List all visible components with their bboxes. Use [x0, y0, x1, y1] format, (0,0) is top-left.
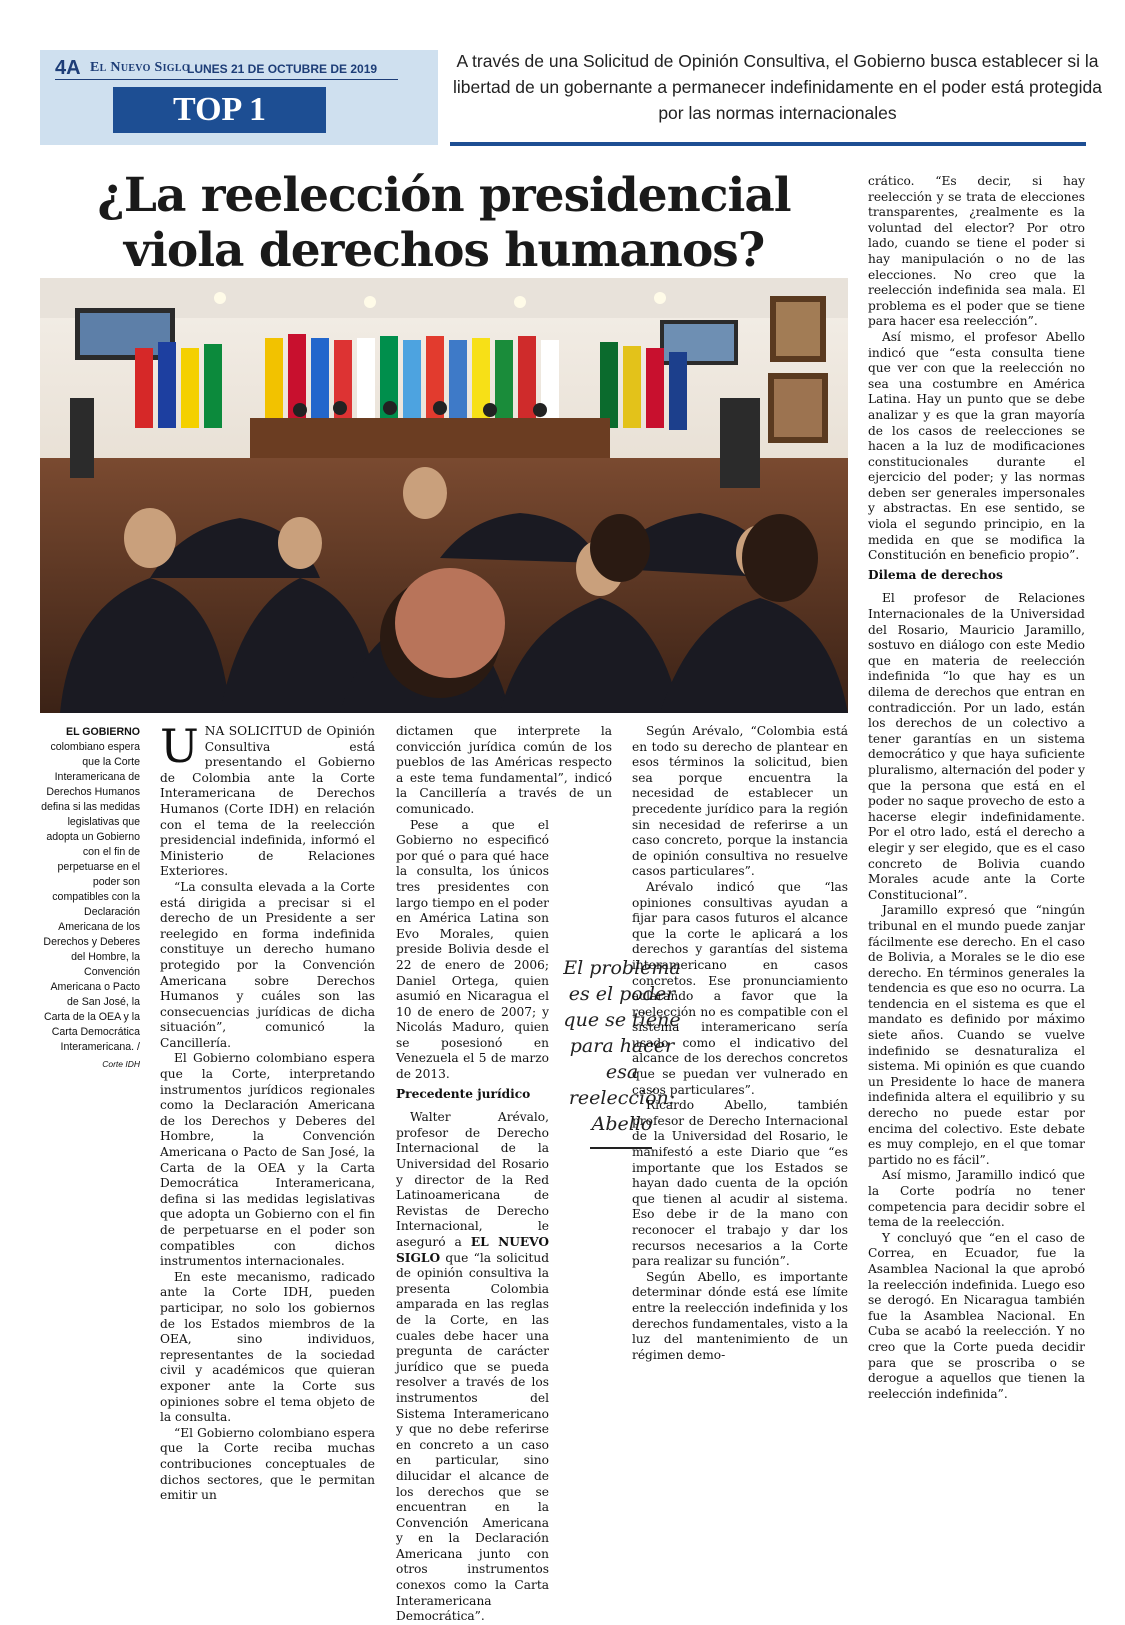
drop-cap: U	[160, 719, 199, 773]
paragraph: Así mismo, el profesor Abello indicó que “esta consulta tiene que ver con que la reelección no sea una costumbre en América Latina. Hay un punto que se debe analizar y es que la gran mayoría de los casos de reelecciones se hacen a la luz de modificaciones constitucionales durante el ejercicio del poder; y las normas deben ser generales impersonales y abstractas. En ese sentido, se viola el segundo principio, en la medida en que se modifica la Constitución en beneficio propio”.	[868, 329, 1085, 563]
article-column-2	[396, 724, 612, 1625]
pull-quote: El problema es el poder que se tiene para hacer esa reelección: Abello	[563, 957, 681, 1135]
paragraph-text: que “la solicitud de opinión consultiva la presenta Colombia amparada en las reglas de la Corte, en las cuales debe hacer una pregunta de carácter jurídico que se pueda resolver a través de los instrumentos del Sistema Interamericano y que no debe referirse en concreto a un caso en particular, sino dilucidar el alcance de los derechos que se encuentran en la Convención Americana y en la Declaración Americana junto con otros instrumentos conexos como la Carta Interamericana Democrática”.	[396, 1250, 549, 1624]
paragraph: El profesor de Relaciones Internacionales de la Universidad del Rosario, Mauricio Jaramillo, sostuvo en diálogo con este Medio que en materia de reelección indefinida “lo que hay es un dilema de derechos que entran en contradicción. Por un lado, están los derechos de un colectivo a tener garantías en un sistema democrático y que haya suficiente pluralismo, alternación del poder y que la persona que está en el poder no saque provecho de esto a hacerse elegir indefinidamente. Por el otro lado, está el derecho a elegir y ser elegido, que es el caso concreto de Bolivia cuando Morales acude ante la Corte Constitucional”.	[868, 591, 1085, 902]
paragraph: Y concluyó que “en el caso de Correa, en Ecuador, fue la Asamblea Nacional la que aprobó la reelección indefinida. Luego eso se derogó. En Nicaragua también fue la Asamblea Nacional. En Cuba se acabó la reelección. Y no creo que la Corte pueda decidir para que se proscriba o se derogue a aquellos que tienen la reelección indefinida”.	[868, 1230, 1085, 1401]
newspaper-name: El Nuevo Siglo	[90, 60, 190, 75]
paragraph	[396, 1110, 549, 1625]
paragraph: En este mecanismo, radicado ante la Corte IDH, pueden participar, no solo los gobiernos de los Estados miembros de la OEA, sino individuos, representantes de la sociedad civil y académicos que quieran exponer ante la Corte sus opiniones sobre el tema objeto de la consulta.	[160, 1269, 375, 1425]
paragraph-text: Walter Arévalo, profesor de Derecho Internacional de la Universidad del Rosario y director de la Red Latinoamericana de Revistas de Derecho Internacional, le aseguró a	[396, 1110, 549, 1249]
subhead: Dilema de derechos	[868, 567, 1003, 582]
paragraph: El Gobierno colombiano espera que la Corte, interpretando instrumentos jurídicos regionales como la Declaración Americana de los Derechos y Deberes del Hombre, la Convención Americana o Pacto de San José, la Carta de la OEA y la Carta Democrática Interamericana, defina si las medidas legislativas que adopta un Gobierno con el fin de perpetuarse en el poder son compatibles con dichos instrumentos internacionales.	[160, 1051, 375, 1269]
paragraph: dictamen que interprete la convicción jurídica común de los pueblos de las Américas respecto a este tema fundamental”, indicó la Cancillería a través de un comunicado.	[396, 724, 612, 816]
paragraph: Arévalo indicó que “las opiniones consultivas ayudan a fijar para casos futuros el alcance que la corte le aplicará a los derechos y garantías del sistema interamericano en casos concretos. Ese pronunciamiento aclarando a favor que la reelección no es compatible con el sistema interamericano sería usado como el indicativo del alcance de los derechos concretos que se puedan ver vulnerado en casos particulares”.	[632, 879, 848, 1097]
article-dek: A través de una Solicitud de Opinión Consultiva, el Gobierno busca establecer si la libertad de un gobernante a permanecer indefinidamente en el poder está protegida por las normas internacionales	[453, 51, 1102, 123]
paragraph: Jaramillo expresó que “ningún tribunal en el mundo puede zanjar fácilmente ese derecho. En el caso de Bolivia, a Morales se le dio ese derecho. En términos generales la tendencia es que eso no ocurra. La tendencia en el sistema es que el mandato es definido por máximo siete años. Cuando se vuelve indefinido se desnaturaliza el sistema. Mi opinión es que cuando un Presidente lo hace de manera indefinida altera el equilibrio y su derecho no puede estar por encima del colectivo. Este debate es muy complejo, en el que tomar partido no es fácil”.	[868, 903, 1085, 1167]
newspaper-mention: EL NUEVO SIGLO	[396, 1235, 549, 1265]
paragraph: Pese a que el Gobierno no especificó por qué o para qué hace la consulta, los únicos tres presidentes con largo tiempo en el poder en América Latina son Evo Morales, quien preside Bolivia desde el 22 de enero de 2006; Daniel Ortega, quien asumió en Nicaragua el 10 de enero de 2007; y Nicolás Maduro, quien se posesionó en Venezuela el 5 de marzo de 2013.	[396, 817, 549, 1082]
court-hearing-photo	[40, 278, 848, 713]
publication-date: LUNES 21 DE OCTUBRE DE 2019	[187, 62, 378, 76]
section-label: TOP 1	[113, 87, 326, 133]
paragraph: “El Gobierno colombiano espera que la Corte reciba muchas contribuciones conceptuales de dichos sectores, que le permitan emitir un	[160, 1425, 375, 1503]
dek-underline	[450, 142, 1086, 146]
photo-caption	[40, 725, 140, 1072]
page-number: 4A	[55, 57, 81, 79]
paragraph: Según Arévalo, “Colombia está en todo su derecho de plantear en esos términos la solicitud, bien sea porque encuentra la necesidad de establecer un precedente jurídico para la región sin necesidad de referirse a un caso concreto, porque la instancia de opinión consultiva no resuelve casos particulares”.	[632, 724, 848, 879]
photo-credit: Corte IDH	[102, 1059, 140, 1069]
header-divider	[55, 79, 398, 80]
headline: ¿La reelección presidencial viola derechos humanos?	[97, 168, 791, 278]
article-column-3	[632, 724, 848, 1363]
caption-lead: EL GOBIERNO	[66, 726, 140, 738]
paragraph: Ricardo Abello, también profesor de Derecho Internacional de la Universidad del Rosario, le manifestó a este Diario que “es importante que los Estados se hayan dado cuenta de la opción que tienen al acudir al sistema. Eso debe ir de la mano con reconocer el trabajo y dar los recursos necesarios a la Corte para realizar su función”.	[632, 1098, 848, 1269]
lead-paragraph	[160, 719, 375, 880]
caption-text: colombiano espera que la Corte Interamericana de Derechos Humanos defina si las medidas legislativas que adopta un Gobierno con el fin de perpetuarse en el poder son compatibles con la Declaración Americana de los Derechos y Deberes del Hombre, la Convención Americana o Pacto de San José, la Carta de la OEA y la Carta Democrática Interamericana. /	[41, 741, 140, 1053]
article-column-4	[868, 174, 1085, 1402]
lead-smallcaps: NA SOLICITUD	[204, 724, 303, 738]
paragraph: Según Abello, es importante determinar dónde está ese límite entre la reelección indefinida y los derechos fundamentales, visto a la luz del mantenimiento de un régimen demo-	[632, 1269, 848, 1362]
paragraph: crático. “Es decir, si hay reelección y se trata de elecciones transparentes, ¿realmente es la voluntad del elector? Por otro lado, cuando se tiene el poder si hay manipulación o no de las elecciones. No creo que la reelección indefinida sea mala. El problema es el poder que se tiene para hacer esa reelección”.	[868, 174, 1085, 329]
article-column-1	[160, 719, 375, 1504]
paragraph: “La consulta elevada a la Corte está dirigida a precisar si el derecho de un Presidente a ser reelegido en forma indefinida constituye un derecho humano protegido por la Convención Americana sobre Derechos Humanos y cuáles son las consecuencias jurídicas de dicha situación”, comunicó la Cancillería.	[160, 879, 375, 1050]
subhead: Precedente jurídico	[396, 1086, 531, 1101]
lead-text: de Opinión Consultiva está presentando el Gobierno de Colombia ante la Corte Interamericana de Derechos Humanos (Corte IDH) en relación con el tema de la reelección presidencial indefinida, informó el Ministerio de Relaciones Exteriores.	[160, 724, 375, 879]
paragraph: Así mismo, Jaramillo indicó que la Corte podría no tener competencia para decidir sobre el tema de la reelección.	[868, 1168, 1085, 1230]
